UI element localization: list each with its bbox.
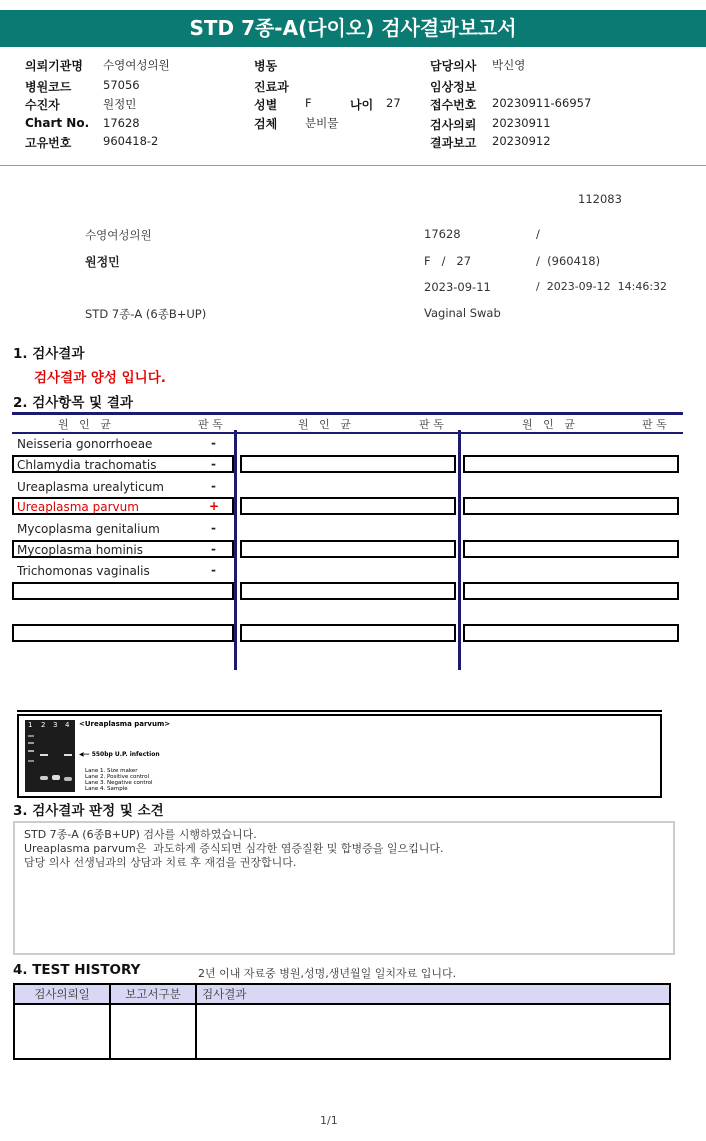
organism-row: Mycoplasma hominis <box>17 543 143 557</box>
opinion-line: STD 7종-A (6종B+UP) 검사를 시행하였습니다. <box>24 828 257 841</box>
chart-no-label: Chart No. <box>25 116 90 130</box>
clinical-info-label: 임상정보 <box>430 80 477 94</box>
gel-band <box>64 754 72 756</box>
info-slash: / <box>536 227 540 241</box>
gel-lane-number: 3 <box>53 721 58 729</box>
organism-row: Mycoplasma genitalium <box>17 522 160 536</box>
accession-value: 20230911-66957 <box>492 96 592 110</box>
gel-band <box>40 776 48 780</box>
ward-label: 병동 <box>254 59 278 73</box>
empty-row-box <box>463 497 679 515</box>
organism-row: Neisseria gonorrhoeae <box>17 437 153 451</box>
info-specimen: Vaginal Swab <box>424 306 501 320</box>
report-title: STD 7종-A(다이오) 검사결과보고서 <box>0 10 706 47</box>
request-date-label: 검사의뢰 <box>430 118 477 132</box>
gel-legend-item: Lane 2. Positive control <box>85 774 150 780</box>
opinion-box <box>13 821 675 955</box>
section2-title: 2. 검사항목 및 결과 <box>13 395 133 411</box>
verdict-mark: - <box>211 436 216 450</box>
opinion-line: Ureaplasma parvum은 과도하게 증식되면 심각한 염증질환 및 합병증을 일으킵니다. <box>24 842 444 855</box>
gel-band <box>52 775 60 780</box>
info-sex-age: F / 27 <box>424 254 472 268</box>
col-verdict-3: 판 독 <box>642 418 667 431</box>
age-value: 27 <box>386 96 401 110</box>
empty-row-box <box>12 624 234 642</box>
empty-row-box <box>240 624 456 642</box>
column-divider-2 <box>458 430 461 670</box>
info-code: 112083 <box>578 192 622 206</box>
chart-no-value: 17628 <box>103 116 140 130</box>
organism-row-positive: Ureaplasma parvum <box>17 500 139 514</box>
gel-lane-number: 4 <box>65 721 70 729</box>
age-label: 나이 <box>350 98 374 112</box>
gel-lane-number: 2 <box>41 721 46 729</box>
unique-id-value: 960418-2 <box>103 134 159 148</box>
empty-row-box <box>240 497 456 515</box>
request-date-value: 20230911 <box>492 116 551 130</box>
info-chart: 17628 <box>424 227 461 241</box>
patient-label: 수진자 <box>25 98 60 112</box>
verdict-mark: - <box>211 521 216 535</box>
info-id: / (960418) <box>536 254 601 268</box>
results-table-header <box>12 412 683 434</box>
col-organism-3: 원 인 균 <box>522 418 575 431</box>
gel-band <box>28 735 34 737</box>
accession-label: 접수번호 <box>430 98 477 112</box>
verdict-mark: - <box>211 563 216 577</box>
unique-id-label: 고유번호 <box>25 136 72 150</box>
gel-legend-item: Lane 3. Negative control <box>85 780 153 786</box>
history-cell <box>14 1004 110 1059</box>
doctor-label: 담당의사 <box>430 59 477 73</box>
report-date-value: 20230912 <box>492 134 551 148</box>
requester-value: 수영여성의원 <box>103 58 170 72</box>
page-number: 1/1 <box>320 1114 338 1127</box>
gel-band <box>64 777 72 781</box>
hospital-code-label: 병원코드 <box>25 80 72 94</box>
empty-row-box <box>463 540 679 558</box>
sex-label: 성별 <box>254 98 278 112</box>
gel-photo <box>25 720 75 792</box>
header-divider <box>0 165 706 166</box>
gel-band <box>28 750 34 752</box>
history-header: 검사결과 <box>196 984 670 1004</box>
doctor-value: 박신영 <box>492 58 526 72</box>
organism-row: Ureaplasma urealyticum <box>17 480 164 494</box>
gel-top-rule <box>17 710 662 712</box>
empty-row-box <box>240 582 456 600</box>
empty-row-box <box>240 540 456 558</box>
positive-result: 검사결과 양성 입니다. <box>34 370 166 386</box>
gel-legend <box>85 768 153 792</box>
verdict-mark: - <box>211 542 216 556</box>
col-verdict-2: 판 독 <box>419 418 444 431</box>
info-date1: 2023-09-11 <box>424 280 491 294</box>
hospital-code-value: 57056 <box>103 78 140 92</box>
dept-label: 진료과 <box>254 80 289 94</box>
opinion-line: 담당 의사 선생님과의 상담과 치료 후 재검을 권장합니다. <box>24 856 297 869</box>
gel-lane-number: 1 <box>28 721 33 729</box>
empty-row-box <box>463 624 679 642</box>
section3-title: 3. 검사결과 판정 및 소견 <box>13 803 164 819</box>
info-date2: / 2023-09-12 14:46:32 <box>536 280 668 293</box>
gel-band-label: ◀— 550bp U.P. infection <box>79 751 160 758</box>
history-cell <box>110 1004 196 1059</box>
specimen-label: 검체 <box>254 117 278 131</box>
sex-value: F <box>305 96 312 110</box>
history-note: 2년 이내 자료중 병원,성명,생년월일 일치자료 입니다. <box>198 967 457 980</box>
verdict-mark: - <box>211 479 216 493</box>
empty-row-box <box>12 582 234 600</box>
gel-band <box>40 754 48 756</box>
report-date-label: 결과보고 <box>430 136 477 150</box>
col-organism-1: 원 인 균 <box>58 418 111 431</box>
specimen-value: 분비물 <box>305 116 339 130</box>
organism-row: Chlamydia trachomatis <box>17 458 157 472</box>
verdict-mark: - <box>211 457 216 471</box>
empty-row-box <box>463 455 679 473</box>
empty-row-box <box>240 455 456 473</box>
gel-band <box>28 760 34 762</box>
history-row <box>14 1004 670 1059</box>
history-header-row <box>14 984 670 1004</box>
history-table <box>13 983 671 1060</box>
requester-label: 의뢰기관명 <box>25 59 83 73</box>
col-verdict-1: 판 독 <box>198 418 223 431</box>
history-header: 보고서구분 <box>110 984 196 1004</box>
organism-row: Trichomonas vaginalis <box>17 564 150 578</box>
column-divider-1 <box>234 430 237 670</box>
gel-legend-item: Lane 4. Sample <box>85 786 128 792</box>
gel-image-panel <box>17 714 662 798</box>
info-clinic: 수영여성의원 <box>85 228 152 242</box>
section4-title: 4. TEST HISTORY <box>13 962 141 978</box>
empty-row-box <box>463 582 679 600</box>
verdict-mark-positive: + <box>209 499 220 513</box>
col-organism-2: 원 인 균 <box>298 418 351 431</box>
history-header: 검사의뢰일 <box>14 984 110 1004</box>
info-patient: 원정민 <box>85 255 120 269</box>
info-test: STD 7종-A (6종B+UP) <box>85 307 207 321</box>
patient-value: 원정민 <box>103 97 137 111</box>
history-cell <box>196 1004 670 1059</box>
gel-title: <Ureaplasma parvum> <box>79 720 171 728</box>
gel-band <box>28 742 34 744</box>
section1-title: 1. 검사결과 <box>13 346 85 362</box>
gel-legend-item: Lane 1. Size maker <box>85 768 138 774</box>
